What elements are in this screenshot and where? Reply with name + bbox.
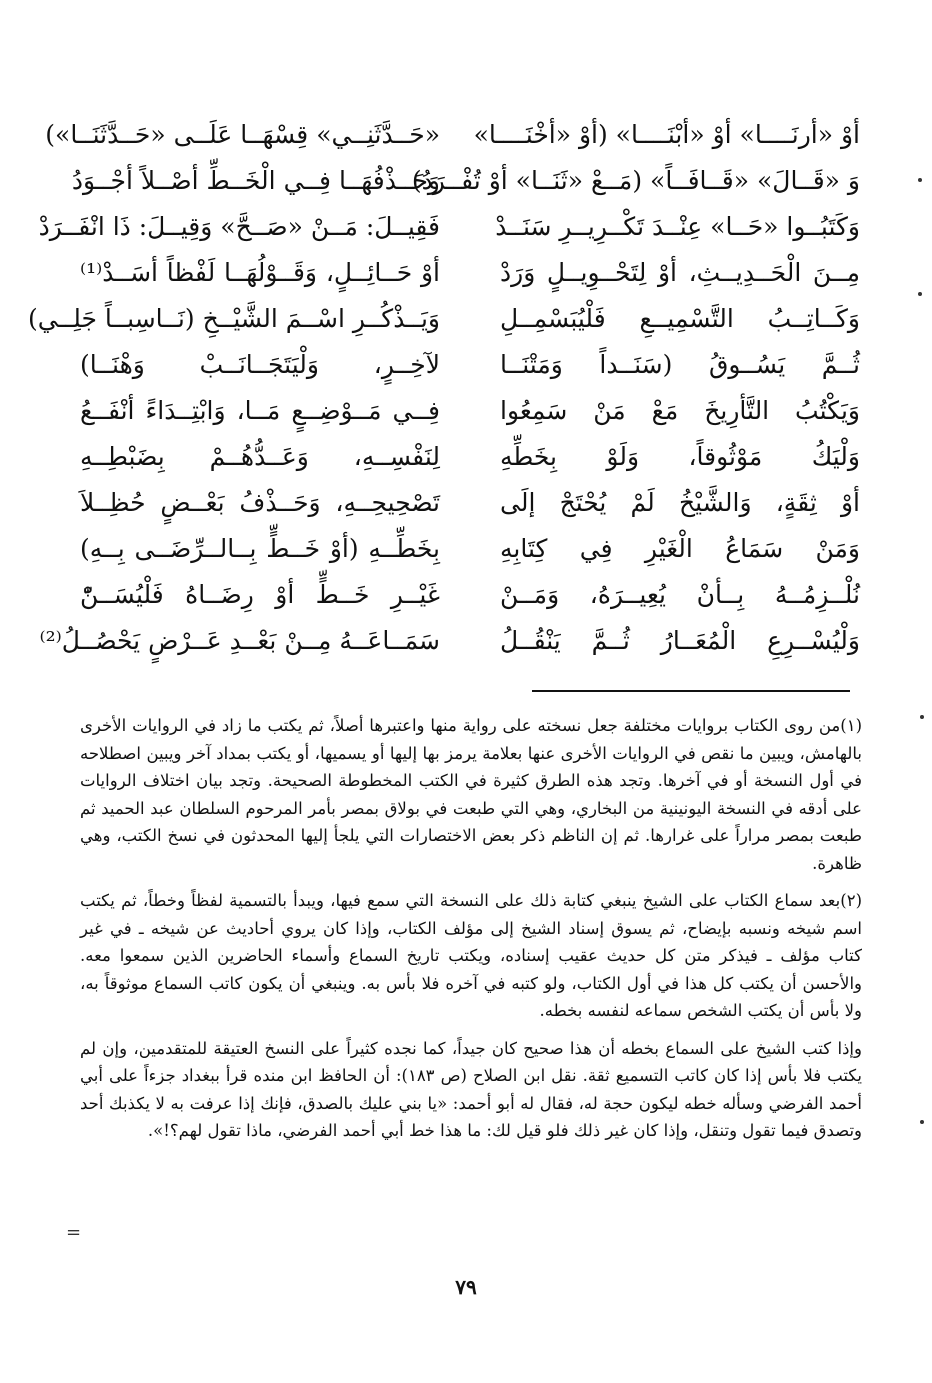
scan-speck [918, 178, 922, 182]
footnote-1: (١)من روى الكتاب بروايات مختلفة جعل نسخته على رواية منها واعتبرها أصلاً، ثم يكتب ما زاد في الروايات الأخرى بالهامش، ويبين ما نقص في الروايات الأخرى عنها بعلامة يرمز بها إليها أو يسميها، أو يكتب بمداد آخر ويبين اصطلاحه في أول النسخة أو في آخرها. وتجد هذه الطرق كثيرة في الكتب المخطوطة الصحيحة. وتجد بيان اختلاف الروايات على أدقه في النسخة اليونينية من البخاري، وهي التي طبعت في بولاق بمصر بأمر المرحوم السلطان عبد الحميد ثم طبعت بمصر مراراً على غرارها. ثم إن الناظم ذكر بعض الاختصارات التي يلجأ إليها المحدثون في نسخ الكتب، وهي ظاهرة. [80, 716, 862, 873]
verse-hemistich: وَلْيُسْــرِعِ الْمُعَــارُ ثُــمَّ يَنْقُــلُ [500, 626, 860, 655]
footnote-separator [532, 690, 850, 692]
page-number: ٧٩ [455, 1275, 477, 1299]
verse-column-right [411, 112, 860, 664]
verse-hemistich: أوْ «أرنَــــا» أوْ «أبْنَــــا» (أوْ «أخْنَــــا» [473, 120, 860, 149]
verse-hemistich: «حَــدَّثَنِــي» قِسْهَــا عَلَــى «حَــدَّثَنَــا») [45, 120, 440, 149]
verse-hemistich: وَكَــاتِــبُ التَّسْمِيــعِ فَلْيُبَسْمِــلِ [500, 304, 860, 333]
verse-hemistich: سَمَــاعَــهُ مِــنْ بَعْــدِ عَــرْضٍ يَحْصُــلُ⁽²⁾ [39, 626, 440, 655]
verse-hemistich: لآخِــرٍ، وَلْيَتَجَــانَــبْ وَهْنَــا) [80, 350, 440, 379]
verse-hemistich: نُلْــزِمُــهُ بِــأنْ يُعِيــرَهُ، وَمَــنْ [500, 580, 860, 609]
verse-hemistich: وَحَــذْفُهَــا فِــي الْخَــطِّ أصْــلاً أجْــوَدُ [71, 166, 440, 195]
footnote-2: (٢)بعد سماع الكتاب على الشيخ ينبغي كتابة ذلك على النسخة التي سمع فيها، ويبدأ بالتسمية لفظاً وخطاً، ثم يكتب اسم شيخه ونسبه بإيضاح، ثم يسوق إسناد الشيخ إلى مؤلف الكتاب، وإذا كان يروي أحاديث عن شيخه ـ في غير كتاب مؤلف ـ فيذكر متن كل حديث عقيب إسناده، ويكتب تاريخ السماع وأسماء الحاضرين الذين سمعوا معه. والأحسن أن يكتب كل هذا في أول الكتاب، ولو كتبه في آخره فلا بأس به. وينبغي أن يكون كاتب السماع موثوقاً به، ولا بأس أن يكتب الشخص سماعه لنفسه بخطه. [80, 891, 862, 1020]
verse-hemistich: بِخَطِّــهِ (أوْ خَــطٍّ بِــالــرِّضَــى بِــهِ) [80, 534, 440, 563]
verse-hemistich: تَصْحِيحِــهِ، وَحَــذْفُ بَعْــضٍ حُظِــلاَ [80, 488, 440, 517]
footnote-2-continued: وإذا كتب الشيخ على السماع بخطه أن هذا صحيح كان جيداً، كما نجده كثيراً على النسخ العتيقة للمتقدمين، وإن لم يكتب فلا بأس إذا كان كاتب التسميع ثقة. نقل ابن الصلاح (ص ١٨٣): أن الحافظ ابن منده قرأ ببغداد جزءاً على أبي أحمد الفرضي وسأله خطه ليكون حجة له، فقال له أبو أحمد: «يا بني عليك بالصدق، فإنك إذا عرفت به لا يكذبك أحد وتصدق فيما تقول وتنقل، وإذا كان غير ذلك فلو قيل لك: ما هذا خط أبي أحمد الفرضي، ماذا تقول لهم؟!». [80, 1038, 863, 1140]
scan-speck [920, 715, 924, 719]
footnotes [80, 712, 862, 1155]
scan-speck [920, 1120, 924, 1124]
verse-block [27, 112, 860, 672]
verse-hemistich: فِــي مَــوْضِــعٍ مَــا، وَابْتِــدَاءً أنْفَــعُ [80, 396, 440, 425]
verse-hemistich: وَكَتَبُــوا «حَــا» عِنْــدَ تَكْــرِيــرِ سَنَــدْ [495, 212, 860, 241]
verse-hemistich: فَقِيــلَ: مَــنْ «صَــحَّ» وَقِيــلَ: ذَا انْفَــرَدْ [38, 212, 440, 241]
verse-hemistich: أوْ حَــائِــلٍ، وَقَــوْلُهَــا لَفْظاً أسَــدْ⁽¹⁾ [80, 258, 440, 287]
verse-hemistich: وَمَنْ سَمَاعُ الْغَيْرِ فِي كِتَابِهِ [500, 534, 860, 563]
verse-hemistich: وَيَكْتُبُ التَّأرِيخَ مَعْ مَنْ سَمِعُوا [500, 396, 860, 425]
scan-speck [918, 292, 922, 296]
verse-column-left [27, 112, 440, 664]
verse-hemistich: وَ «قَــالَ» «قَــافَــاً» (مَــعْ «ثَنَــا» أوْ تُفْــرَدُ) [411, 166, 860, 195]
verse-hemistich: وَيَــذْكُــرِ اسْــمَ الشَّيْــخِ (نَــاسِبــاً جَلِــي) [27, 304, 440, 333]
verse-hemistich: وَلْيَكُ مَوْثُوقاً، وَلَوْ بِخَطِّهِ [500, 442, 860, 471]
verse-hemistich: أوْ ثِقَةٍ، وَالشَّيْخُ لَمْ يُحْتَجْ إلَى [500, 488, 860, 517]
verse-hemistich: غَيْــرِ خَــطٍّ أوْ رِضَــاهُ فَلْيُسَــنّْ [80, 580, 440, 609]
verse-hemistich: لِنَفْسِــهِ، وَعَــدُّهُــمْ بِضَبْطِــهِ [80, 442, 440, 471]
verse-hemistich: ثُــمَّ يَسُــوقُ (سَنَــداً وَمَتْنَــا [500, 350, 860, 379]
continuation-mark: = [66, 1222, 82, 1243]
verse-hemistich: مِــنَ الْحَــدِيــثِ، أوْ لِتَحْــوِيــلٍ وَرَدْ [500, 258, 860, 287]
